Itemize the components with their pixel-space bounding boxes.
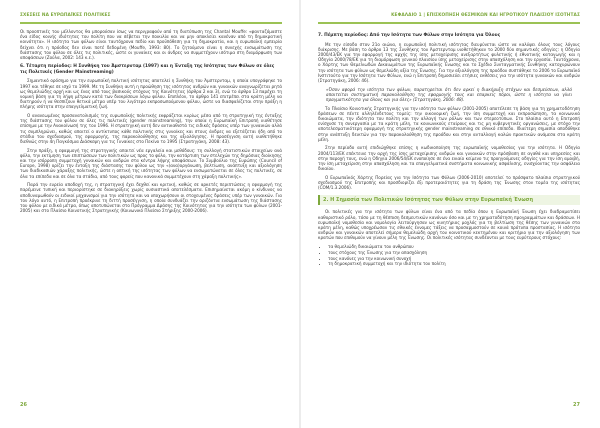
right-running-head: ΚΕΦΑΛΑΙΟ 1 | ΕΠΙΣΚΟΠΗΣΗ ΘΕΣΜΙΚΩΝ ΚΑΙ ΗΓΡΟΤΙΚΟΥ ΠΛΑΙΣΙΟΥ ΙΣΟΤΗΤΑΣ: [391, 13, 580, 18]
left-text-column: [20, 29, 282, 217]
bullet-list: [318, 244, 580, 267]
right-text-column: [318, 29, 580, 271]
block-quote: «Όσον αφορά την ισότητα των φύλων, παρατηρείται ότι δεν αρκεί η διακήρυξη στόχων και δεσμεύσεων, αλλά απαιτείται συστηματική παρακολούθηση της εφαρμογής τους και επαρκείς πόροι, ώστε η ισότητα να γίνει πραγματικότητα για όλους και για όλες» (Στρατηγάκη, 2006: 48).: [326, 86, 572, 103]
left-paragraph: Στην πράξη, η εφαρμογή της στρατηγικής απαιτεί νέα εργαλεία και μεθόδους: τη συλλογή στατιστικών στοιχείων ανά φύλο, την εκτίμηση των επιπτώσεων των πολιτικών ως προς το φύλο, την κατάρτιση των στελεχών της δημόσιας διοίκησης και την ισόρροπη συμμετοχή γυναικών και ανδρών στα κέντρα λήψης αποφάσεων. Το Συμβούλιο της Ευρώπης (Council of Europe, 1998) ορίζει την ένταξη της διάστασης του φύλου ως την «(ανα)οργάνωση, βελτίωση, ανάπτυξη και αξιολόγηση των διαδικασιών χάραξης πολιτικής, ώστε η οπτική της ισότητας των φύλων να ενσωματώνεται σε όλες τις πολιτικές, σε όλα τα επίπεδα και σε όλα τα στάδια, από τους φορείς που κανονικά συμμετέχουν στη χάραξη πολιτικής».: [20, 147, 282, 179]
subsection-heading-7: 7. Πέμπτη περίοδος: Από την Ισότητα των Φύλων στην Ισότητα για Όλους: [318, 33, 501, 38]
right-paragraph: Οι πολιτικές για την ισότητα των φύλων είναι ένα από τα πεδία όπου η Ευρωπαϊκή Ένωση έχει διαδραματίσει καθοριστικό ρόλο, τόσο με τη θέσπιση δεσμευτικών κανόνων όσο και με τη χρηματοδότηση προγραμμάτων και δράσεων. Η ευρωπαϊκή νομοθεσία και νομολογία λειτούργησαν ως κινητήριος μοχλός για τη βελτίωση της θέσης των γυναικών στα κράτη μέλη, καθώς υποχρέωσαν τις εθνικές έννομες τάξεις να προσαρμοστούν σε κοινά πρότυπα προστασίας. Η ισότητα ανδρών και γυναικών αποτελεί σήμερα θεμελιώδη αρχή του κοινοτικού κεκτημένου και κριτήριο για την αξιολόγηση των κρατών που επιθυμούν να γίνουν μέλη της Ένωσης. Οι πολιτικές ισότητας συνδέονται με τους ευρύτερους στόχους:: [318, 209, 580, 241]
left-page-number: 26: [20, 402, 27, 408]
right-paragraph: Με την είσοδο στον 21ο αιώνα, η ευρωπαϊκή πολιτική ισότητας διευρύνεται ώστε να καλύψει όλους τους λόγους διάκρισης. Με βάση το άρθρο 13 της Συνθήκης του Άμστερνταμ υιοθετήθηκαν το 2000 δύο σημαντικές οδηγίες: η Οδηγία 2000/43/ΕΚ για την εφαρμογή της αρχής της ίσης μεταχείρισης ανεξαρτήτως φυλετικής ή εθνοτικής καταγωγής και η Οδηγία 2000/78/ΕΚ για τη διαμόρφωση γενικού πλαισίου ίσης μεταχείρισης στην απασχόληση και την εργασία. Ταυτόχρονα, ο Χάρτης των Θεμελιωδών Δικαιωμάτων της Ευρωπαϊκής Ένωσης και το Σχέδιο Συνταγματικής Συνθήκης κατοχυρώνουν την ισότητα των φύλων ως θεμελιώδη αξία της Ένωσης. Για την αξιολόγηση της προόδου συστάθηκε το 2006 το Ευρωπαϊκό Ινστιτούτο για την Ισότητα των Φύλων, ενώ η Επιτροπή δημοσιεύει ετήσιες εκθέσεις για την ισότητα γυναικών και ανδρών (Στρατηγάκη, 2006: 46).: [318, 41, 580, 84]
right-paragraph: Ο Ευρωπαϊκός Χάρτης Πορείας για την Ισότητα των Φύλων (2006-2010) αποτελεί το πρόσφατο πλαίσιο στρατηγικού σχεδιασμού της Επιτροπής και προσδιορίζει έξι προτεραιότητες για τη δράση της Ένωσης στον τομέα της ισότητας (COM/1.3.2006).: [318, 174, 580, 191]
section-heading: 2. Η Σημασία των Πολιτικών Ισότητας των Φύλων στην Ευρωπαϊκή Ένωση: [318, 195, 580, 205]
right-page-number: 27: [573, 402, 580, 408]
list-item: • τη δημοκρατική συμμετοχή και την ιδιότητα του πολίτη: [328, 261, 580, 267]
left-paragraph: Ο ανανεωμένος προσανατολισμός της ευρωπαϊκής πολιτικής εκφράζεται κυρίως μέσα από τη στρατηγική της ένταξης της διάστασης του φύλου σε όλες τις πολιτικές (gender mainstreaming), την οποία η Ευρωπαϊκή Επιτροπή υιοθέτησε επίσημα με την Ανακοίνωσή της του 1996. Η στρατηγική αυτή δεν αντικαθιστά τις ειδικές δράσεις υπέρ των γυναικών αλλά τις συμπληρώνει, καθώς απαιτεί ο αντίκτυπος κάθε πολιτικής στις γυναίκες και στους άνδρες να εξετάζεται ήδη από το στάδιο του σχεδιασμού, της εφαρμογής, της παρακολούθησης και της αξιολόγησης. Η προσέγγιση αυτή υιοθετήθηκε διεθνώς στην 4η Παγκόσμια Διάσκεψη για τις Γυναίκες στο Πεκίνο το 1995 (Στρατηγάκη, 2008: 43).: [20, 113, 282, 145]
subsection-heading-6: 6. Τέταρτη περίοδος: Η Συνθήκη του Άμστερνταμ (1997) και η Ένταξη της Ισότητας των Φύλων σε όλες τις Πολιτικές (Gender Mainstreaming): [20, 64, 275, 75]
left-header-rule: [20, 22, 282, 24]
left-paragraph: Παρά την ευρεία αποδοχή της, η στρατηγική έχει δεχθεί και κριτική, καθώς σε αρκετές περιπτώσεις η εφαρμογή της παρέμεινε τυπική και περιορίστηκε σε διακηρύξεις χωρίς ουσιαστικά αποτελέσματα. Επισημαίνεται ακόμη ο κίνδυνος να αποδυναμωθούν οι ειδικοί μηχανισμοί για την ισότητα και να υποχωρήσουν οι στοχευμένες δράσεις υπέρ των γυναικών. Για τον λόγο αυτό, η Επιτροπή προέκρινε τη διττή προσέγγιση, η οποία συνδυάζει την οριζόντια ενσωμάτωση της διάστασης του φύλου με ειδικά μέτρα, όπως αποτυπώνεται στο Πρόγραμμα Δράσης της Κοινότητας για την ισότητα των φύλων (2001-2005) και στο Πλαίσιο Κοινοτικής Στρατηγικής (Κοινωνικό Πλαίσιο Στήριξης 2000-2006).: [20, 182, 282, 214]
right-header-rule: [318, 22, 580, 24]
left-paragraph: Σημαντικό ορόσημο για την ευρωπαϊκή πολιτική ισότητας αποτελεί η Συνθήκη του Άμστερνταμ, η οποία υπογράφηκε το 1997 και τέθηκε σε ισχύ το 1999. Με τη Συνθήκη αυτή η προώθηση της ισότητας ανδρών και γυναικών αναγνωρίζεται ρητά ως θεμελιώδης αρχή και ως ένας από τους βασικούς στόχους της Κοινότητας (άρθρα 2 και 3), ενώ το άρθρο 13 παρέχει τη νομική βάση για τη λήψη μέτρων κατά των διακρίσεων λόγω φύλου. Επιπλέον, το άρθρο 141 επιτρέπει στα κράτη μέλη να διατηρούν ή να θεσπίζουν θετικά μέτρα υπέρ του λιγότερο εκπροσωπούμενου φύλου, ώστε να διασφαλίζεται στην πράξη η πλήρης ισότητα στην επαγγελματική ζωή.: [20, 78, 282, 110]
left-running-head: ΣΧΕΣΕΙΣ ΝΑ ΕΥΡΩΠΑΪΚΕΣ ΠΟΛΙΤΙΚΕΣ: [20, 13, 111, 18]
list-item: • τους στόχους της Ένωσης για την απασχόληση: [328, 250, 580, 256]
right-paragraph: Το Πλαίσιο Κοινοτικής Στρατηγικής για την ισότητα των φύλων (2001-2005) αποτέλεσε τη βάση για τη χρηματοδότηση δράσεων σε πέντε αλληλένδετους τομείς: την οικονομική ζωή, την ίση συμμετοχή και εκπροσώπηση, τα κοινωνικά δικαιώματα, την ιδιότητα του πολίτη και την αλλαγή των ρόλων και των στερεοτύπων. Στο πλαίσιο αυτό η Επιτροπή ενίσχυσε τη συνεργασία με τα κράτη μέλη, τα κοινωνικούς εταίρους και τις μη κυβερνητικές οργανώσεις, με στόχο την αποτελεσματικότερη εφαρμογή της στρατηγικής gender mainstreaming σε εθνικό επίπεδο. Ιδιαίτερη σημασία αποδόθηκε στην ανάπτυξη δεικτών για την παρακολούθηση της προόδου και στην ανταλλαγή καλών πρακτικών ανάμεσα στα κράτη μέλη.: [318, 105, 580, 142]
list-item: • τους κανόνες για την κοινωνική συνοχή: [328, 256, 580, 262]
list-item: • τα θεμελιώδη δικαιώματα του ανθρώπου: [328, 244, 580, 250]
right-page: [300, 0, 600, 428]
left-intro-paragraph: Οι προοπτικές του μέλλοντος θα μπορούσαν ίσως να περιγραφούν από τη διατύπωση της Chantal Mouffe: «φανταζόμαστε ένα είδος κοινής ιδιότητας του πολίτη που να σέβεται την ποικιλία και να μην αποκλείει κανέναν από τη δημοκρατική κοινότητα». Η ισότητα των φύλων είναι ταυτόχρονα πεδίο και προϋπόθεση για τη δημοκρατία, και η ευρωπαϊκή εμπειρία δείχνει ότι η πρόοδος δεν είναι ποτέ δεδομένη (Mouffe, 1993: 80). Το ζητούμενο είναι η συνεχής ενσωμάτωση της διάστασης του φύλου σε όλες τις πολιτικές, ώστε οι γυναίκες και οι άνδρες να συμμετέχουν ισότιμα στη διαμόρφωση των αποφάσεων (Ζούλα, 2002: 143 κ.ε.).: [20, 29, 282, 61]
right-paragraph: Στην περίοδο αυτή επιδιώχθηκε επίσης η κωδικοποίηση της ευρωπαϊκής νομοθεσίας για την ισότητα. Η Οδηγία 2004/113/ΕΚ επέκτεινε την αρχή της ίσης μεταχείρισης ανδρών και γυναικών στην πρόσβαση σε αγαθά και υπηρεσίες και στην παροχή τους, ενώ η Οδηγία 2006/54/ΕΚ ενοποίησε σε ένα ενιαίο κείμενο τις προηγούμενες οδηγίες για την ίση αμοιβή, την ίση μεταχείριση στην απασχόληση και τα επαγγελματικά συστήματα κοινωνικής ασφάλισης, ενισχύοντας την ασφάλεια δικαίου.: [318, 145, 580, 172]
